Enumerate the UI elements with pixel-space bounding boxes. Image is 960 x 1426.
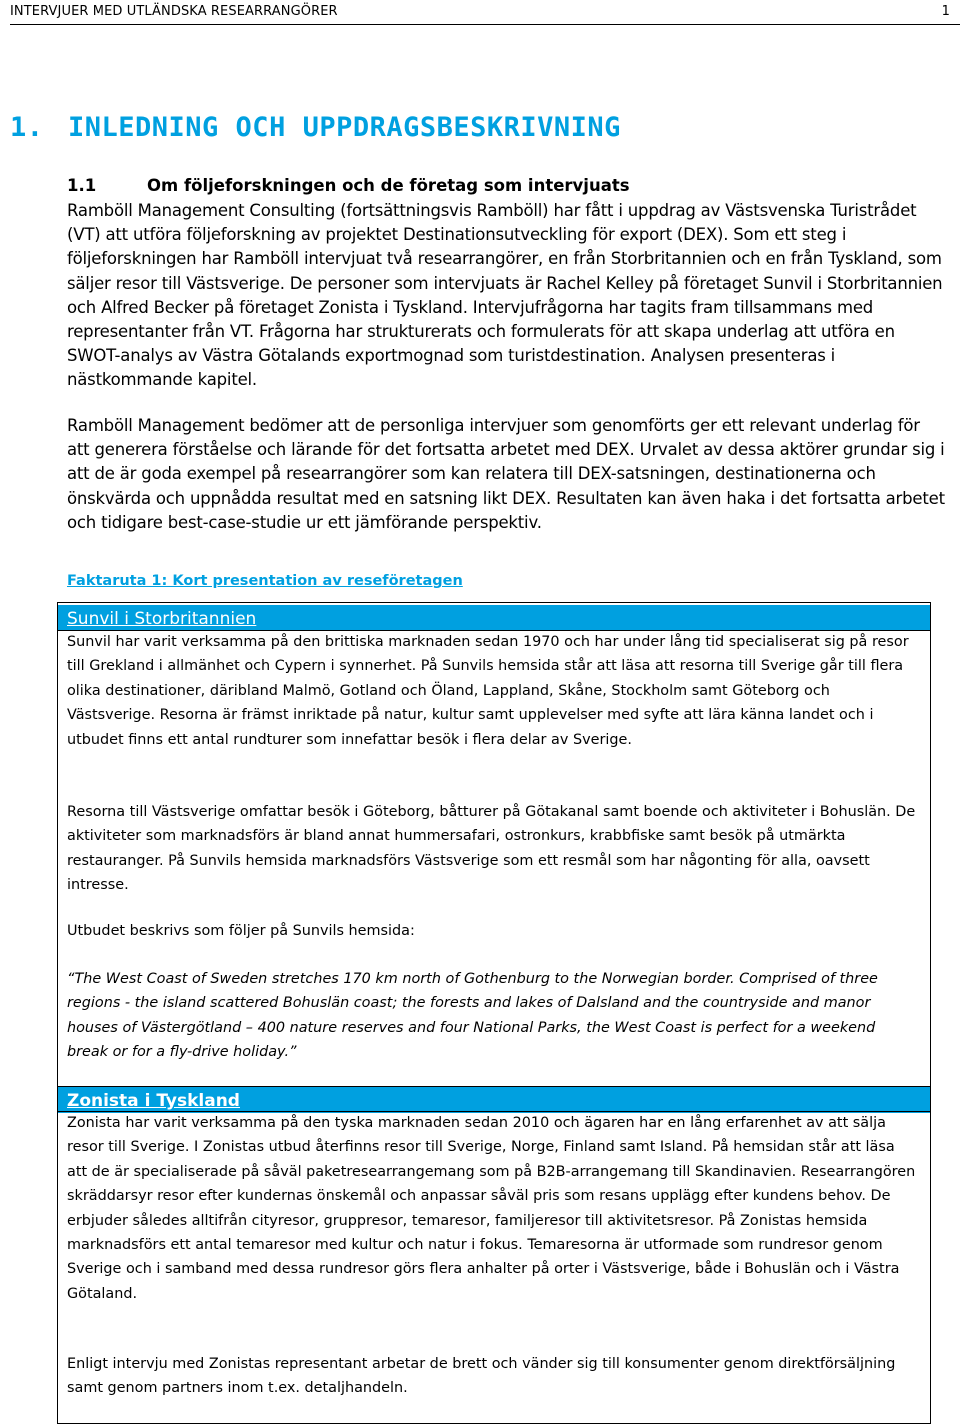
running-header-title: INTERVJUER MED UTLÄNDSKA RESEARRANGÖRER: [10, 4, 338, 19]
section-title: Om följeforskningen och de företag som intervjuats: [147, 176, 630, 195]
factbox-heading-zonista: [58, 1087, 930, 1113]
sunvil-paragraph: Sunvil har varit verksamma på den brittiska marknaden sedan 1970 och har under lång tid specialiserat sig på resor till Grekland i allmänhet och Cypern i synnerhet. På Sunvils hemsida står att läsa att resorna till Sverige går till flera olika destinationer, däribland Malmö, Gotland och Öland, Lappland, Skåne, Stockholm samt Göteborg och Västsverige. Resorna är främst inriktade på natur, kultur samt upplevelser med syfte att lära känna landet och i utbudet finns ett antal rundturer som innefattar besök i flera delar av Sverige.: [67, 634, 909, 748]
factbox-heading-sunvil-text: Sunvil i Storbritannien: [67, 609, 257, 629]
factbox-heading-sunvil: [58, 605, 930, 631]
body-paragraph: Ramböll Management bedömer att de personliga intervjuer som genomförts ger ett relevant underlag för att generera förståelse och lärande för det fortsatta arbetet med DEX. Urvalet av dessa aktörer grundar sig i att de är goda exempel på researrangörer som kan relatera till DEX-satsningen, destinationerna och önskvärda och uppnådda resultat med en satsning likt DEX. Resultaten kan även haka i det fortsatta arbetet och tidigare best-case-studie ur ett jämförande perspektiv.: [67, 416, 945, 532]
factbox-heading-zonista-text: Zonista i Tyskland: [67, 1091, 240, 1111]
factbox: [57, 602, 931, 1424]
section-number: 1.1: [67, 176, 97, 195]
chapter-title-text: INLEDNING OCH UPPDRAGSBESKRIVNING: [68, 112, 621, 143]
sunvil-paragraph: Resorna till Västsverige omfattar besök i Göteborg, båtturer på Götakanal samt boende och aktiviteter i Bohuslän. De aktiviteter som marknadsförs är bland annat hummersafari, ostronkurs, krabbfiske samt besök på utmärkta restauranger. På Sunvils hemsida marknadsförs Västsverige som ett resmål som har någonting för alla, oavsett intresse.: [67, 804, 916, 894]
sunvil-quote: “The West Coast of Sweden stretches 170 km north of Gothenburg to the Norwegian border. Comprised of three regions - the island scattered Bohuslän coast; the forests and lakes of Dalsland and the countryside and manor houses of Västergötland – 400 nature reserves and four National Parks, the West Coast is perfect for a weekend break or for a fly-drive holiday.”: [67, 971, 878, 1061]
sunvil-paragraph: Utbudet beskrivs som följer på Sunvils hemsida:: [67, 923, 415, 939]
body-paragraph: Ramböll Management Consulting (fortsättningsvis Ramböll) har fått i uppdrag av Västsvenska Turistrådet (VT) att utföra följeforskning av projektet Destinationsutveckling för export (DEX). Som ett steg i följeforskningen har Ramböll intervjuat två researrangörer, en från Storbritannien och en från Tyskland, som säljer resor till Västsverige. De personer som intervjuats är Rachel Kelley på företaget Sunvil i Storbritannien och Alfred Becker på företaget Zonista i Tyskland. Intervjufrågorna har tagits fram tillsammans med representanter från VT. Frågorna har strukturerats och formulerats för att skapa underlag att utföra en SWOT-analys av Västra Götalands exportmognad som turistdestination. Analysen presenteras i nästkommande kapitel.: [67, 201, 943, 390]
chapter-title: [10, 112, 621, 143]
zonista-paragraph: Zonista har varit verksamma på den tyska marknaden sedan 2010 och ägaren har en lång erfarenhet av att sälja resor till Sverige. I Zonistas utbud återfinns resor till Sverige, Norge, Finland samt Island. På hemsidan står att läsa att de är specialiserade på såväl paketresearrangemang som på B2B-arrangemang till Skandinavien. Researrangören skräddarsyr resor efter kundernas önskemål och anpassar såväl pris som resans upplägg efter kundens behov. De erbjuder således alltifrån cityresor, gruppresor, temaresor, familjeresor till aktivitetsresor. På Zonistas hemsida marknadsförs ett antal temaresor med kultur och natur i fokus. Temaresorna är utformade som rundresor genom Sverige och i samband med dessa rundresor görs flera anhalter på orter i Västsverige, både i Bohuslän och i Västra Götaland.: [67, 1115, 916, 1302]
factbox-caption: Faktaruta 1: Kort presentation av reseföretagen: [67, 573, 463, 589]
zonista-paragraph: Enligt intervju med Zonistas representant arbetar de brett och vänder sig till konsumenter genom direktförsäljning samt genom partners inom t.ex. detaljhandeln.: [67, 1356, 896, 1397]
chapter-number: 1.: [10, 112, 44, 143]
page-number: 1: [941, 4, 950, 19]
header-divider: [10, 24, 960, 25]
